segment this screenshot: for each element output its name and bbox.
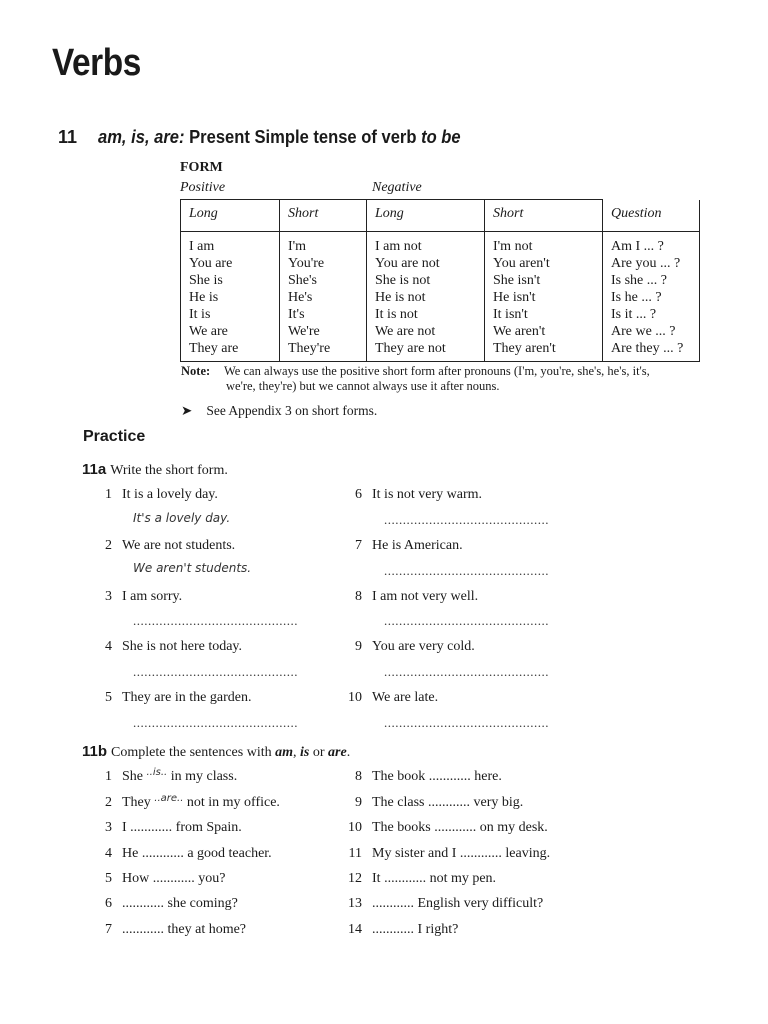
table-cell: She is not [375, 273, 431, 288]
table-cell: You are not [375, 256, 440, 271]
table-cell: She is [189, 273, 223, 288]
item-number: 8 [355, 589, 362, 604]
item-text: We are late. [372, 690, 439, 705]
list-item [340, 922, 458, 938]
item-pre: How [122, 871, 153, 886]
item-text: It is a lovely day. [122, 487, 218, 502]
table-cell: Is it ... ? [611, 307, 657, 322]
page-title: Verbs [52, 42, 141, 84]
item-post: leaving. [501, 846, 551, 861]
item-post: English very difficult? [414, 896, 544, 911]
answer-gap[interactable]: ............ [122, 896, 164, 911]
note [181, 364, 711, 394]
instruction-period: . [346, 745, 351, 760]
answer-line[interactable]: ............................................ [133, 613, 298, 628]
table-cell: He's [288, 290, 313, 305]
answer-line[interactable]: ............................................ [133, 715, 298, 730]
item-number: 12 [348, 871, 362, 886]
table-cell: You aren't [493, 256, 550, 271]
handwritten-answer[interactable]: ..is.. [146, 767, 168, 778]
table-cell: Is he ... ? [611, 290, 662, 305]
list-item [90, 589, 182, 605]
exercise-11b-heading [82, 743, 350, 761]
item-number: 4 [105, 639, 112, 654]
item-post: they at home? [164, 922, 247, 937]
table-cell: I'm not [493, 239, 533, 254]
exercise-number: 11a [82, 461, 107, 478]
item-post: she coming? [164, 896, 238, 911]
item-number: 3 [105, 589, 112, 604]
table-cell: She isn't [493, 273, 541, 288]
item-number: 5 [105, 871, 112, 886]
col-header: Question [603, 200, 700, 232]
table-cell: Is she ... ? [611, 273, 667, 288]
answer-gap[interactable]: ............ [130, 820, 173, 835]
table-cell: You are [189, 256, 233, 271]
item-post: not my pen. [426, 871, 497, 886]
list-item [340, 589, 478, 605]
item-pre: The books [372, 820, 435, 835]
table-cell: It is not [375, 307, 418, 322]
col-header: Long [367, 200, 485, 232]
item-number: 8 [355, 769, 362, 784]
table-cell: Are you ... ? [611, 256, 681, 271]
arrow-icon: ➤ [181, 403, 193, 418]
unit-title-italic2: to be [421, 127, 461, 147]
table-column [280, 232, 367, 362]
handwritten-answer: We aren't students. [133, 561, 252, 575]
table-column [485, 232, 603, 362]
list-item [340, 639, 475, 655]
table-cell: It's [288, 307, 305, 322]
list-item [340, 538, 463, 554]
item-post: you? [194, 871, 226, 886]
item-number: 7 [105, 922, 112, 937]
item-number: 10 [348, 690, 362, 705]
item-text: She is not here today. [122, 639, 243, 654]
answer-line[interactable]: ............................................ [384, 715, 549, 730]
list-item [90, 896, 238, 912]
exercise-number: 11b [82, 743, 108, 760]
item-text: I am not very well. [372, 589, 479, 604]
item-text: You are very cold. [372, 639, 475, 654]
item-number: 10 [348, 820, 362, 835]
answer-gap[interactable]: ............ [372, 896, 414, 911]
see-appendix-text: See Appendix 3 on short forms. [206, 403, 378, 418]
list-item [90, 769, 237, 785]
item-text: He is American. [372, 538, 463, 553]
table-cell: We're [288, 324, 320, 339]
exercise-11a-heading [82, 461, 228, 479]
answer-gap[interactable]: ............ [122, 922, 164, 937]
negative-heading: Negative [372, 180, 422, 195]
list-item [90, 487, 218, 503]
list-item [90, 538, 235, 554]
item-number: 9 [355, 639, 362, 654]
item-post: not in my office. [183, 795, 280, 810]
item-pre: The book [372, 769, 429, 784]
answer-gap[interactable]: ............ [427, 795, 470, 810]
table-cell: I am not [375, 239, 422, 254]
see-appendix [181, 403, 377, 419]
answer-line[interactable]: ............................................ [384, 563, 549, 578]
handwritten-answer: It's a lovely day. [133, 511, 231, 525]
word-are: are [328, 745, 347, 760]
answer-gap[interactable]: ............ [459, 846, 502, 861]
answer-gap[interactable]: ............ [428, 769, 471, 784]
answer-line[interactable]: ............................................ [384, 613, 549, 628]
item-text: We are not students. [122, 538, 236, 553]
item-post: very big. [469, 795, 524, 810]
table-cell: They're [288, 341, 331, 356]
col-header: Short [485, 200, 603, 232]
item-number: 1 [105, 769, 112, 784]
table-cell: They are [189, 341, 239, 356]
item-number: 13 [348, 896, 362, 911]
list-item [340, 769, 502, 785]
item-pre: The class [372, 795, 428, 810]
item-pre: They [122, 795, 155, 810]
unit-title-text: Present Simple tense of verb [184, 127, 422, 147]
list-item [90, 639, 242, 655]
item-number: 11 [348, 846, 362, 861]
item-pre: I [122, 820, 131, 835]
word-am: am [275, 745, 293, 760]
item-text: It is not very warm. [372, 487, 483, 502]
table-cell: We are [189, 324, 228, 339]
item-pre: She [122, 769, 147, 784]
item-number: 3 [105, 820, 112, 835]
item-number: 4 [105, 846, 112, 861]
practice-heading: Practice [83, 428, 146, 445]
item-number: 1 [105, 487, 112, 502]
item-number: 7 [355, 538, 362, 553]
list-item [340, 795, 523, 811]
item-post: a good teacher. [183, 846, 272, 861]
list-item [340, 690, 438, 706]
list-item [340, 871, 496, 887]
list-item [90, 690, 251, 706]
item-post: here. [470, 769, 502, 784]
answer-gap[interactable]: ............ [152, 871, 195, 886]
exercise-instruction: Write the short form. [110, 463, 228, 478]
item-pre: My sister and I [372, 846, 460, 861]
item-post: in my class. [167, 769, 238, 784]
item-number: 9 [355, 795, 362, 810]
table-cell: I'm [288, 239, 307, 254]
answer-gap[interactable]: ............ [384, 871, 427, 886]
table-cell: You're [288, 256, 325, 271]
col-header: Long [181, 200, 280, 232]
form-table [180, 199, 700, 362]
answer-line[interactable]: ............................................ [384, 664, 549, 679]
item-pre: It [372, 871, 385, 886]
table-cell: It is [189, 307, 211, 322]
exercise-instruction: Complete the sentences with [111, 745, 276, 760]
table-cell: We aren't [493, 324, 546, 339]
table-cell: He is [189, 290, 219, 305]
answer-gap[interactable]: ............ [434, 820, 477, 835]
unit-title-italic: am, is, are: [98, 127, 185, 147]
col-header: Short [280, 200, 367, 232]
item-number: 5 [105, 690, 112, 705]
item-number: 2 [105, 795, 112, 810]
item-number: 6 [105, 896, 112, 911]
unit-number: 11 [58, 127, 78, 147]
list-item [340, 487, 482, 503]
table-cell: I am [189, 239, 215, 254]
word-is: is [300, 745, 310, 760]
note-label: Note: [181, 364, 211, 378]
list-item [340, 896, 543, 912]
list-item [90, 871, 225, 887]
positive-heading: Positive [180, 180, 226, 195]
item-text: I am sorry. [122, 589, 183, 604]
table-cell: Are we ... ? [611, 324, 676, 339]
table-cell: She's [288, 273, 317, 288]
answer-line[interactable]: ............................................ [384, 512, 549, 527]
list-item [340, 846, 550, 862]
answer-line[interactable]: ............................................ [133, 664, 298, 679]
list-item [90, 820, 242, 836]
item-number: 6 [355, 487, 362, 502]
note-line1: We can always use the positive short form after pronouns (I'm, you're, she's, he's, it's, [224, 364, 650, 378]
note-line2: we're, they're) but we cannot always use it after nouns. [226, 379, 500, 393]
table-cell: They are not [375, 341, 446, 356]
list-item [90, 922, 246, 938]
table-cell: They aren't [493, 341, 556, 356]
table-cell: He is not [375, 290, 426, 305]
table-cell: Am I ... ? [611, 239, 664, 254]
table-column [367, 232, 485, 362]
answer-gap[interactable]: ............ [372, 922, 414, 937]
item-post: I right? [414, 922, 459, 937]
instruction-or: or [309, 745, 329, 760]
list-item [90, 846, 272, 862]
item-number: 2 [105, 538, 112, 553]
item-number: 14 [348, 922, 362, 937]
item-post: on my desk. [476, 820, 548, 835]
item-pre: He [122, 846, 142, 861]
answer-gap[interactable]: ............ [141, 846, 184, 861]
table-cell: He isn't [493, 290, 536, 305]
form-heading: FORM [180, 160, 223, 175]
table-cell: It isn't [493, 307, 528, 322]
list-item [340, 820, 548, 836]
unit-title [98, 127, 461, 148]
table-column [181, 232, 280, 362]
list-item [90, 795, 280, 811]
instruction-comma: , [293, 745, 300, 760]
item-text: They are in the garden. [122, 690, 252, 705]
item-post: from Spain. [172, 820, 242, 835]
handwritten-answer[interactable]: ..are.. [154, 793, 184, 804]
table-cell: We are not [375, 324, 436, 339]
table-cell: Are they ... ? [611, 341, 684, 356]
table-column [603, 232, 700, 362]
